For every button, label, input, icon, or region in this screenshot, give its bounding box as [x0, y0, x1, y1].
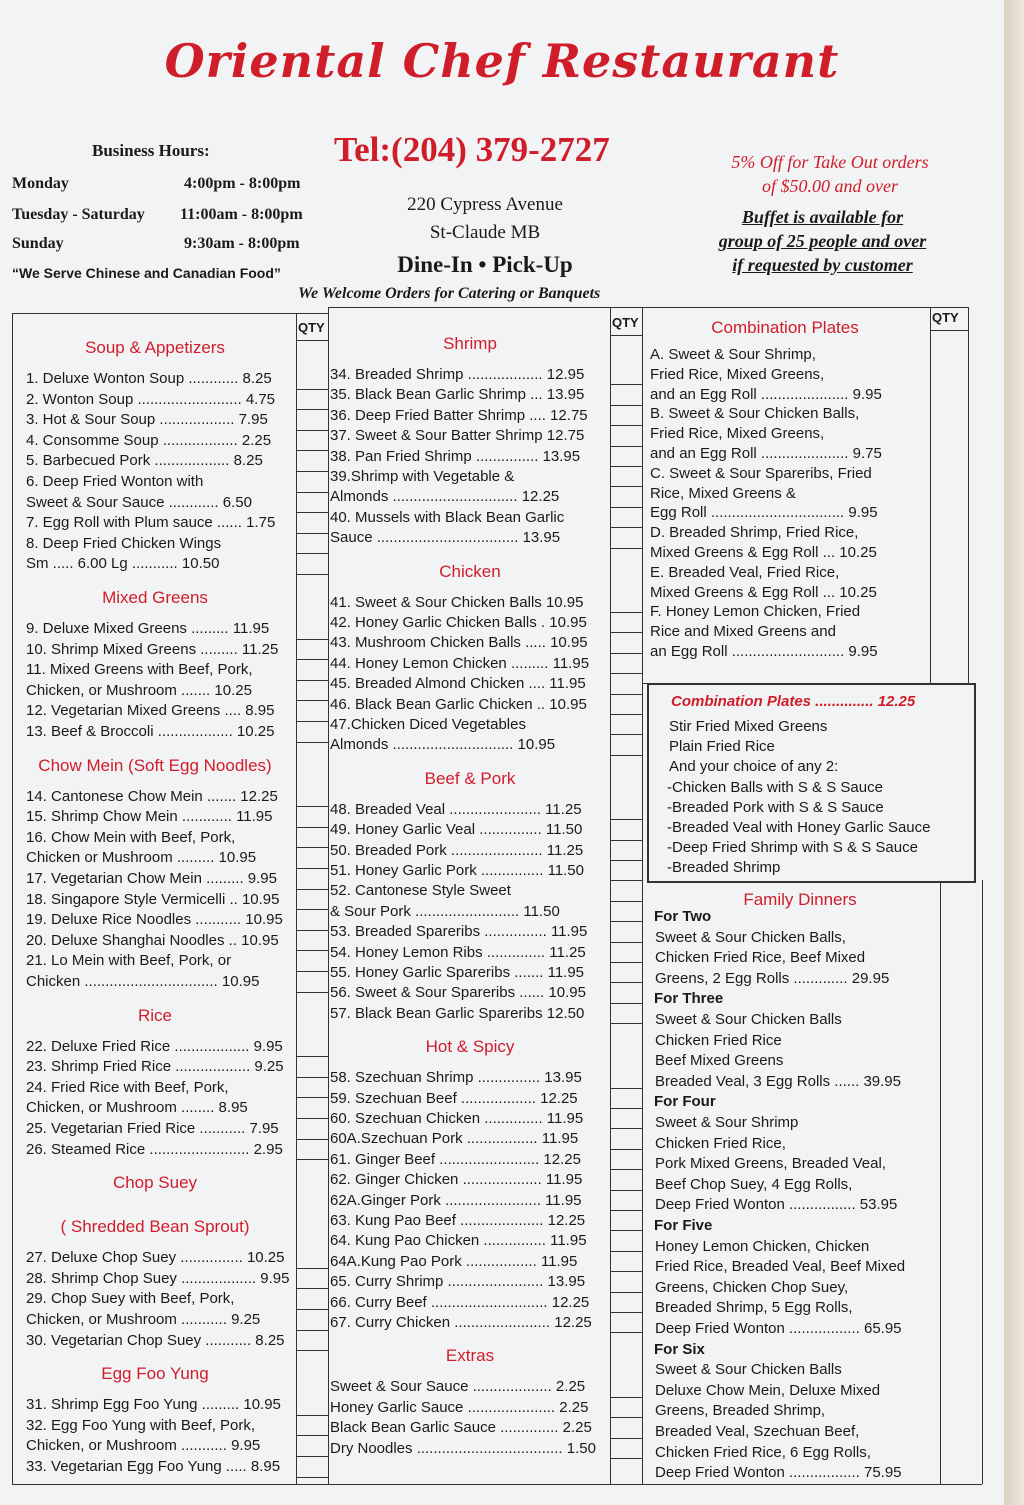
qty-cell-line [296, 389, 328, 390]
combination-box-line: And your choice of any 2: [669, 758, 839, 776]
menu-item: Sm ..... 6.00 Lg ........... 10.50 [26, 555, 220, 573]
qty-cell-line [610, 962, 642, 963]
menu-item: 36. Deep Fried Batter Shrimp .... 12.75 [330, 406, 588, 424]
family-dinner-line: Deluxe Chow Mein, Deluxe Mixed [655, 1381, 881, 1399]
qty-cell-line [296, 553, 328, 554]
menu-item: 43. Mushroom Chicken Balls ..... 10.95 [330, 634, 588, 652]
serve-tagline: “We Serve Chinese and Canadian Food” [12, 265, 281, 281]
family-dinner-heading: For Six [654, 1340, 705, 1358]
family-dinner-line: Chicken Fried Rice, [655, 1134, 786, 1152]
qty-cell-line [296, 492, 328, 493]
combination-line: Fried Rice, Mixed Greens, [650, 365, 825, 383]
section-heading: Beef & Pork [424, 768, 516, 788]
qty-cell-line [296, 1118, 328, 1119]
qty-cell-line [296, 1309, 328, 1310]
combination-line: Egg Roll ................................ 9.95 [650, 504, 878, 522]
menu-item: 40. Mussels with Black Bean Garlic [330, 508, 565, 526]
qty-cell-line [610, 1417, 642, 1418]
menu-item: Black Bean Garlic Sauce .............. 2.25 [330, 1419, 592, 1437]
qty-cell-line [296, 450, 328, 451]
qty-cell-line [610, 1271, 642, 1272]
combination-line: Rice, Mixed Greens & [650, 484, 796, 502]
qty-cell-line [296, 659, 328, 660]
menu-item: 48. Breaded Veal ...................... 11.25 [330, 800, 582, 818]
buffet-line1: Buffet is available for [741, 207, 904, 227]
qty-cell-line [610, 734, 642, 735]
section-heading: Shrimp [443, 334, 497, 353]
menu-item: 6. Deep Fried Wonton with [26, 473, 204, 490]
combination-box-line: -Breaded Shrimp [667, 859, 781, 877]
family-dinner-line: Fried Rice, Breaded Veal, Beef Mixed [655, 1258, 906, 1276]
menu-item: 1. Deluxe Wonton Soup ............ 8.25 [26, 370, 272, 387]
qty-cell-line [296, 1350, 328, 1351]
menu-item: 54. Honey Lemon Ribs .............. 11.25 [330, 943, 586, 961]
qty-cell-line [296, 639, 328, 640]
family-dinner-line: Sweet & Sour Chicken Balls, [655, 928, 846, 946]
qty-cell-line [610, 1458, 642, 1459]
menu-item: 66. Curry Beef ............................ 12.25 [330, 1293, 590, 1311]
qty-cell-line [296, 1456, 328, 1457]
menu-item: 65. Curry Shrimp ....................... 13.95 [330, 1273, 586, 1291]
qty-cell-line [610, 446, 642, 447]
combination-box-line: -Deep Fried Shrimp with S & S Sauce [667, 839, 918, 857]
qty-cell-line [296, 533, 328, 534]
qty-cell-line [610, 548, 642, 549]
menu-item: 9. Deluxe Mixed Greens ......... 11.95 [26, 620, 270, 637]
menu-item: 41. Sweet & Sour Chicken Balls 10.95 [330, 593, 584, 611]
menu-item: 62A.Ginger Pork ....................... 11.95 [330, 1191, 582, 1209]
family-dinner-line: Greens, 2 Egg Rolls ............. 29.95 [655, 969, 890, 987]
menu-item: 60A.Szechuan Pork ................. 11.95 [330, 1130, 579, 1148]
qty-cell-line [610, 880, 642, 881]
menu-item: 21. Lo Mein with Beef, Pork, or [26, 952, 232, 970]
qty-cell-line [610, 921, 642, 922]
table-border [12, 313, 328, 314]
qty-cell-line [296, 1288, 328, 1289]
combination-line: Fried Rice, Mixed Greens, [650, 425, 825, 443]
menu-item: 2. Wonton Soup ......................... 4.75 [26, 390, 276, 408]
menu-item: 56. Sweet & Sour Spareribs ...... 10.95 [330, 984, 586, 1002]
menu-item: 61. Ginger Beef ........................ 12.25 [330, 1150, 581, 1168]
qty-header: QTY [932, 310, 959, 325]
menu-item: & Sour Pork ......................... 11.50 [330, 902, 560, 920]
table-border [968, 307, 969, 683]
menu-item: 67. Curry Chicken ....................... 12.25 [330, 1314, 592, 1331]
family-dinner-line: Breaded Veal, Szechuan Beef, [655, 1423, 860, 1440]
combination-line: an Egg Roll ........................... 9.95 [650, 643, 878, 660]
combination-line: F. Honey Lemon Chicken, Fried [650, 603, 861, 621]
table-border [328, 307, 968, 308]
qty-cell-line [610, 819, 642, 820]
qty-cell-line [296, 680, 328, 681]
qty-cell-line [296, 909, 328, 910]
promo-line2: of $50.00 and over [762, 176, 898, 196]
hours-time: 11:00am - 8:00pm [180, 206, 303, 223]
qty-cell-line [296, 1477, 328, 1478]
menu-item: 55. Honey Garlic Spareribs ....... 11.95 [330, 964, 585, 981]
qty-header: QTY [612, 315, 639, 330]
menu-item: 17. Vegetarian Chow Mein ......... 9.95 [26, 870, 277, 887]
menu-item: 64A.Kung Pao Pork ................. 11.95 [330, 1252, 578, 1270]
menu-item: Dry Noodles ................................... 1.50 [330, 1439, 596, 1457]
menu-item: Chicken, or Mushroom ........ 8.95 [26, 1099, 248, 1117]
family-dinner-line: Honey Lemon Chicken, Chicken [655, 1237, 870, 1255]
address-line1: 220 Cypress Avenue [407, 194, 563, 215]
qty-cell-line [296, 471, 328, 472]
menu-item: 58. Szechuan Shrimp ............... 13.95 [330, 1069, 582, 1087]
family-dinner-line: Breaded Shrimp, 5 Egg Rolls, [655, 1299, 853, 1317]
menu-item: 63. Kung Pao Beef .................... 12.25 [330, 1212, 586, 1229]
qty-cell-line [296, 1159, 328, 1160]
menu-item: 4. Consomme Soup .................. 2.25 [26, 431, 272, 449]
menu-item: Chicken, or Mushroom ....... 10.25 [26, 681, 252, 699]
combination-box-line: Stir Fried Mixed Greens [669, 718, 828, 735]
table-border [982, 880, 983, 1484]
qty-cell-line [296, 847, 328, 848]
family-dinner-heading: For Five [654, 1217, 713, 1234]
buffet-note [690, 205, 955, 277]
menu-item: 18. Singapore Style Vermicelli .. 10.95 [26, 890, 280, 908]
hours-day: Tuesday - Saturday [12, 206, 145, 223]
table-border [12, 313, 13, 1484]
qty-cell-line [296, 574, 328, 575]
section-heading: Hot & Spicy [425, 1037, 515, 1057]
menu-item: 52. Cantonese Style Sweet [330, 882, 511, 900]
family-dinner-line: Sweet & Sour Chicken Balls [655, 1361, 842, 1379]
menu-item: Sweet & Sour Sauce ................... 2.25 [330, 1378, 586, 1396]
qty-column-border [610, 307, 611, 1484]
menu-item: 42. Honey Garlic Chicken Balls . 10.95 [330, 614, 587, 631]
menu-item: 44. Honey Lemon Chicken ......... 11.95 [330, 654, 590, 672]
combination-line: Mixed Greens & Egg Roll ... 10.25 [650, 544, 877, 561]
menu-item: 38. Pan Fried Shrimp ............... 13.95 [330, 447, 581, 465]
section-heading: Egg Foo Yung [101, 1364, 209, 1384]
menu-item: 15. Shrimp Chow Mein ............ 11.95 [26, 808, 273, 826]
qty-cell-line [610, 860, 642, 861]
qty-cell-line [610, 1210, 642, 1211]
menu-item: 62. Ginger Chicken ................... 11.95 [330, 1171, 583, 1189]
qty-cell-line [296, 868, 328, 869]
family-dinner-line: Beef Chop Suey, 4 Egg Rolls, [655, 1175, 853, 1193]
menu-item: 64. Kung Pao Chicken ............... 11.95 [330, 1232, 587, 1250]
qty-cell-line [296, 1056, 328, 1057]
menu-item: 45. Breaded Almond Chicken .... 11.95 [330, 675, 586, 693]
qty-cell-line [610, 982, 642, 983]
family-dinner-line: Sweet & Sour Chicken Balls [655, 1011, 842, 1028]
menu-item: 14. Cantonese Chow Mein ....... 12.25 [26, 787, 278, 805]
hours-day: Sunday [12, 235, 64, 252]
combination-box-title: Combination Plates .............. 12.25 [671, 693, 916, 710]
menu-item: Almonds ............................. 10.95 [330, 736, 556, 754]
menu-item: 46. Black Bean Garlic Chicken .. 10.95 [330, 695, 587, 713]
table-border [642, 307, 643, 1484]
qty-cell-line [296, 430, 328, 431]
qty-cell-line [296, 971, 328, 972]
menu-item: Chicken, or Mushroom ........... 9.25 [26, 1311, 261, 1328]
combination-line: Rice and Mixed Greens and [650, 623, 836, 641]
menu-item: 32. Egg Foo Yung with Beef, Pork, [26, 1416, 256, 1434]
qty-header-border [610, 335, 642, 336]
menu-item: 3. Hot & Sour Soup .................. 7.95 [26, 411, 268, 429]
qty-cell-line [610, 1108, 642, 1109]
menu-item: 10. Shrimp Mixed Greens ......... 11.25 [26, 640, 279, 658]
section-heading: ( Shredded Bean Sprout) [60, 1217, 250, 1237]
qty-cell-line [296, 889, 328, 890]
qty-header-border [930, 330, 968, 331]
buffet-line2: group of 25 people and over [718, 231, 927, 251]
menu-item: 8. Deep Fried Chicken Wings [26, 534, 222, 552]
qty-cell-line [296, 1330, 328, 1331]
qty-cell-line [610, 612, 642, 613]
menu-item: Chicken, or Mushroom ........... 9.95 [26, 1437, 261, 1455]
family-dinner-line: Deep Fried Wonton ................. 65.95 [655, 1320, 902, 1337]
combination-line: B. Sweet & Sour Chicken Balls, [650, 405, 860, 423]
menu-item: 57. Black Bean Garlic Spareribs 12.50 [330, 1004, 585, 1022]
qty-cell-line [296, 1097, 328, 1098]
menu-item: 5. Barbecued Pork .................. 8.25 [26, 452, 263, 470]
qty-cell-line [610, 840, 642, 841]
menu-item: 24. Fried Rice with Beef, Pork, [26, 1078, 229, 1096]
menu-item: 31. Shrimp Egg Foo Yung ......... 10.95 [26, 1396, 281, 1414]
qty-header: QTY [298, 320, 325, 335]
family-dinner-line: Greens, Breaded Shrimp, [655, 1402, 826, 1420]
qty-cell-line [610, 507, 642, 508]
business-hours-title: Business Hours: [92, 141, 210, 160]
section-heading: Rice [137, 1005, 172, 1025]
menu-item: 13. Beef & Broccoli .................. 10.25 [26, 723, 275, 740]
menu-item: 39.Shrimp with Vegetable & [330, 468, 515, 485]
combination-box-line: -Breaded Veal with Honey Garlic Sauce [667, 819, 931, 836]
family-dinner-line: Pork Mixed Greens, Breaded Veal, [655, 1155, 886, 1173]
promo-line1: 5% Off for Take Out orders [731, 152, 929, 172]
family-dinner-line: Beef Mixed Greens [655, 1052, 784, 1070]
combination-box-line: -Breaded Pork with S & S Sauce [667, 798, 884, 816]
qty-cell-line [610, 486, 642, 487]
table-border [12, 1484, 982, 1485]
menu-item: 19. Deluxe Rice Noodles ........... 10.95 [26, 911, 283, 929]
qty-cell-line [296, 512, 328, 513]
family-dinners-title: Family Dinners [743, 890, 857, 909]
family-dinner-heading: For Three [654, 990, 724, 1008]
qty-cell-line [610, 1190, 642, 1191]
combination-box [647, 683, 976, 883]
menu-item: 7. Egg Roll with Plum sauce ...... 1.75 [26, 514, 276, 532]
hours-time: 9:30am - 8:00pm [184, 235, 300, 252]
menu-item: 35. Black Bean Garlic Shrimp ... 13.95 [330, 386, 585, 404]
menu-item: 47.Chicken Diced Vegetables [330, 716, 526, 733]
combination-plates-title: Combination Plates [711, 318, 859, 337]
menu-item: 28. Shrimp Chop Suey .................. 9.95 [26, 1269, 290, 1287]
family-dinner-line: Deep Fried Wonton ................ 53.95 [655, 1196, 898, 1214]
combination-line: and an Egg Roll ..................... 9.75 [650, 445, 882, 462]
menu-item: 22. Deluxe Fried Rice .................. 9.95 [26, 1037, 283, 1055]
section-heading: Chicken [439, 561, 501, 581]
menu-item: 25. Vegetarian Fried Rice ........... 7.95 [26, 1120, 279, 1137]
section-heading: Mixed Greens [102, 588, 208, 607]
qty-cell-line [610, 1003, 642, 1004]
qty-cell-line [296, 992, 328, 993]
qty-cell-line [610, 1332, 642, 1333]
menu-item: Sauce .................................. 13.95 [330, 529, 561, 547]
qty-cell-line [610, 901, 642, 902]
menu-item: 33. Vegetarian Egg Foo Yung ..... 8.95 [26, 1458, 281, 1475]
qty-cell-line [296, 930, 328, 931]
qty-cell-line [296, 409, 328, 410]
qty-cell-line [610, 1312, 642, 1313]
qty-cell-line [296, 1077, 328, 1078]
section-heading: Chop Suey [112, 1173, 198, 1193]
family-dinner-heading: For Four [654, 1093, 716, 1111]
menu-item: 12. Vegetarian Mixed Greens .... 8.95 [26, 702, 275, 720]
qty-cell-line [610, 1128, 642, 1129]
qty-cell-line [610, 632, 642, 633]
hours-day: Monday [12, 175, 69, 192]
qty-cell-line [296, 806, 328, 807]
qty-cell-line [296, 950, 328, 951]
combination-line: A. Sweet & Sour Shrimp, [650, 346, 816, 363]
menu-item: 30. Vegetarian Chop Suey ........... 8.25 [26, 1331, 285, 1349]
qty-cell-line [610, 1088, 642, 1089]
menu-item: 60. Szechuan Chicken .............. 11.95 [330, 1110, 584, 1127]
qty-cell-line [296, 1139, 328, 1140]
menu-item: 27. Deluxe Chop Suey ............... 10.25 [26, 1249, 285, 1267]
section-heading: Extras [445, 1346, 495, 1366]
combination-box-line: Plain Fried Rice [669, 738, 775, 756]
qty-cell-line [610, 755, 642, 756]
qty-cell-line [296, 1415, 328, 1416]
menu-item: 53. Breaded Spareribs ............... 11.95 [330, 923, 588, 941]
family-dinner-line: Deep Fried Wonton ................. 75.95 [655, 1464, 902, 1482]
combination-line: and an Egg Roll ..................... 9.95 [650, 385, 882, 403]
qty-cell-line [296, 721, 328, 722]
menu-item: 16. Chow Mein with Beef, Pork, [26, 828, 236, 846]
family-dinner-line: Chicken Fried Rice, 6 Egg Rolls, [655, 1443, 871, 1461]
qty-column-border [940, 880, 941, 1484]
menu-item: Sweet & Sour Sauce ............ 6.50 [26, 493, 252, 511]
family-dinner-line: Breaded Veal, 3 Egg Rolls ...... 39.95 [655, 1072, 901, 1090]
menu-item: 50. Breaded Pork ...................... 11.25 [330, 841, 584, 859]
qty-cell-line [610, 1292, 642, 1293]
family-dinner-line: Sweet & Sour Shrimp [655, 1114, 799, 1131]
combination-line: C. Sweet & Sour Spareribs, Fried [650, 464, 872, 482]
combination-box-line: -Chicken Balls with S & S Sauce [667, 778, 883, 796]
qty-cell-line [610, 942, 642, 943]
qty-cell-line [296, 827, 328, 828]
restaurant-title: Oriental Chef Restaurant [164, 34, 840, 88]
menu-item: 20. Deluxe Shanghai Noodles .. 10.95 [26, 931, 279, 949]
family-dinner-heading: For Two [654, 908, 712, 925]
qty-cell-line [610, 1397, 642, 1398]
qty-cell-line [610, 1169, 642, 1170]
menu-item: 59. Szechuan Beef .................. 12.25 [330, 1089, 578, 1107]
hours-time: 4:00pm - 8:00pm [184, 175, 301, 192]
menu-item: 49. Honey Garlic Veal ............... 11.50 [330, 821, 583, 839]
qty-header-border [296, 340, 328, 341]
telephone: Tel:(204) 379-2727 [334, 130, 610, 169]
address-line2: St-Claude MB [429, 222, 541, 243]
page-edge [1004, 0, 1024, 1505]
family-dinner-line: Chicken Fried Rice, Beef Mixed [655, 949, 866, 967]
menu-item: 23. Shrimp Fried Rice .................. 9.25 [26, 1058, 284, 1076]
qty-cell-line [610, 694, 642, 695]
qty-cell-line [296, 1435, 328, 1436]
menu-item: 37. Sweet & Sour Batter Shrimp 12.75 [330, 427, 585, 445]
qty-cell-line [296, 1268, 328, 1269]
menu-item: Chicken ................................ 10.95 [26, 973, 260, 990]
qty-cell-line [296, 700, 328, 701]
dine-in-pickup: Dine-In • Pick-Up [397, 252, 573, 277]
section-heading: Soup & Appetizers [85, 338, 225, 357]
menu-item: 51. Honey Garlic Pork ............... 11.50 [330, 862, 584, 879]
qty-cell-line [610, 653, 642, 654]
combination-line: D. Breaded Shrimp, Fried Rice, [650, 524, 859, 542]
qty-cell-line [610, 1149, 642, 1150]
combination-line: Mixed Greens & Egg Roll ... 10.25 [650, 583, 877, 601]
buffet-line3: if requested by customer [732, 255, 913, 275]
combination-line: E. Breaded Veal, Fried Rice, [650, 563, 840, 581]
qty-cell-line [610, 527, 642, 528]
qty-cell-line [610, 1230, 642, 1231]
family-dinner-line: Greens, Chicken Chop Suey, [655, 1278, 849, 1296]
menu-item: Almonds .............................. 12.25 [330, 488, 560, 506]
qty-column-border [930, 307, 931, 683]
qty-cell-line [610, 1023, 642, 1024]
menu-item: 34. Breaded Shrimp .................. 12.95 [330, 366, 585, 383]
section-heading: Chow Mein (Soft Egg Noodles) [38, 755, 272, 775]
menu-item: 26. Steamed Rice ........................ 2.95 [26, 1140, 283, 1158]
qty-cell-line [610, 1438, 642, 1439]
table-border [328, 307, 329, 1484]
qty-cell-line [610, 1251, 642, 1252]
qty-cell-line [610, 714, 642, 715]
qty-cell-line [610, 384, 642, 385]
menu-item: Chicken or Mushroom ......... 10.95 [26, 849, 257, 867]
catering-note: We Welcome Orders for Catering or Banquets [298, 285, 601, 302]
menu-item: 11. Mixed Greens with Beef, Pork, [26, 661, 253, 679]
qty-cell-line [296, 742, 328, 743]
family-dinner-line: Chicken Fried Rice [655, 1031, 782, 1049]
menu-item: 29. Chop Suey with Beef, Pork, [26, 1290, 235, 1308]
menu-item: Honey Garlic Sauce ..................... 2.25 [330, 1398, 589, 1416]
qty-cell-line [610, 466, 642, 467]
takeout-promo [690, 150, 970, 198]
qty-cell-line [610, 405, 642, 406]
qty-cell-line [610, 425, 642, 426]
qty-cell-line [610, 673, 642, 674]
